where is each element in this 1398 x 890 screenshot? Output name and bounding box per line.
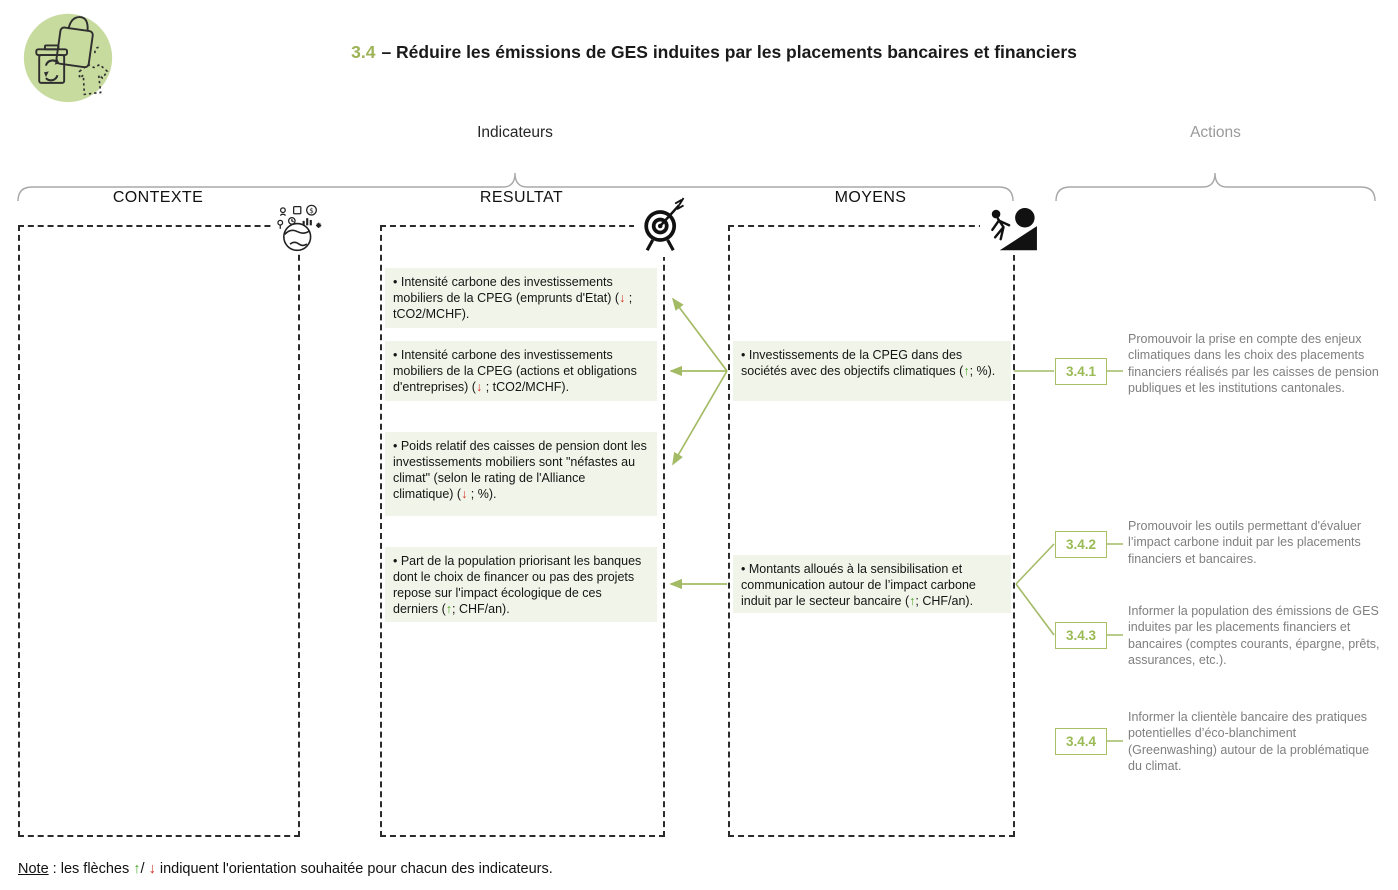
target-arrow-icon xyxy=(634,195,692,257)
indicator-carbone-emprunts-etat xyxy=(385,268,657,328)
indicator-unit: ; tCO2/MCHF). xyxy=(393,290,633,321)
section-header-actions: Actions xyxy=(1190,124,1241,141)
action-badge-3-4-1: 3.4.1 xyxy=(1055,358,1107,385)
action-text-3-4-3: Informer la population des émissions de GES induites par les placements financiers et bancaires (comptes courants, épargne, prêts, assurances, etc.). xyxy=(1128,604,1380,667)
indicator-text: • Part de la population priorisant les banques dont le choix de financer ou pas des projets repose sur l'impact écologique de ces derniers ( xyxy=(393,554,642,616)
indicator-carbone-actions-obligations xyxy=(385,341,657,401)
note-text-rest: indiquent l'orientation souhaitée pour chacun des indicateurs. xyxy=(155,861,553,877)
moyens-box xyxy=(728,225,1015,837)
connector-m2-to-342 xyxy=(1016,544,1054,584)
action-badge-3-4-3: 3.4.3 xyxy=(1055,622,1107,649)
note-label: Note xyxy=(18,861,49,877)
arrow-m1-to-i1 xyxy=(673,299,727,371)
indicator-unit: ; %). xyxy=(467,486,497,501)
connector-m2-to-343 xyxy=(1016,584,1054,635)
down-arrow-icon: ↓ xyxy=(475,379,483,394)
column-header-resultat: RESULTAT xyxy=(479,189,564,206)
moyen-text: • Investissements de la CPEG dans des sociétés avec des objectifs climatiques ( xyxy=(741,348,964,378)
indicator-text: • Poids relatif des caisses de pension dont les investissements mobiliers sont "néfastes au climat" (selon le rating de l'Alliance climatique) ( xyxy=(393,439,647,501)
down-arrow-icon: ↓ xyxy=(619,290,626,305)
action-badge-3-4-2: 3.4.2 xyxy=(1055,531,1107,558)
footnote xyxy=(18,861,553,877)
moyen-unit: ; CHF/an). xyxy=(915,593,974,608)
arrow-m1-to-i3 xyxy=(673,371,727,464)
indicator-unit: ; tCO2/MCHF). xyxy=(482,379,570,394)
up-arrow-icon: ↑ xyxy=(445,601,453,616)
moyen-text: • Montants alloués à la sensibilisation et communication autour de l’impact carbone induit par le secteur bancaire ( xyxy=(741,562,976,608)
title-number: 3.4 xyxy=(351,42,376,62)
indicator-poids-caisses-pension xyxy=(385,432,657,516)
up-arrow-icon: ↑ xyxy=(909,593,916,608)
moyen-unit: ; %). xyxy=(969,363,996,378)
action-text-3-4-1: Promouvoir la prise en compte des enjeux climatiques dans les choix des placements financiers réalisés par les caisses de pension publiques et les institutions cantonales. xyxy=(1128,332,1379,395)
action-text-3-4-4: Informer la clientèle bancaire des pratiques potentielles d’éco-blanchiment (Greenwashing) autour de la problématique du climat. xyxy=(1128,710,1370,773)
up-arrow-icon: ↑ xyxy=(963,363,970,378)
svg-text:$: $ xyxy=(309,205,314,215)
down-arrow-icon: ↓ xyxy=(148,861,156,877)
moyen-montants-sensibilisation xyxy=(733,555,1011,613)
actions-bracket xyxy=(1056,173,1375,201)
page-title xyxy=(30,42,1398,63)
indicator-unit: ; CHF/an). xyxy=(452,601,510,616)
up-arrow-icon: ↑ xyxy=(133,861,141,877)
indicator-text: • Intensité carbone des investissements mobiliers de la CPEG (actions et obligations d'entreprises) ( xyxy=(393,348,637,394)
down-arrow-icon: ↓ xyxy=(461,486,468,501)
indicator-text: • Intensité carbone des investissements mobiliers de la CPEG (emprunts d'Etat) ( xyxy=(393,275,620,305)
action-text-3-4-2: Promouvoir les outils permettant d'évaluer l’impact carbone induit par les placements financiers et bancaires. xyxy=(1128,519,1362,566)
section-header-indicateurs: Indicateurs xyxy=(477,124,553,141)
contexte-box xyxy=(18,225,300,837)
note-separator: / xyxy=(140,861,149,877)
moyen-investissements-cpeg xyxy=(733,341,1011,401)
note-text: : les flèches xyxy=(48,861,134,877)
global-context-icon xyxy=(272,203,326,253)
action-badge-3-4-4: 3.4.4 xyxy=(1055,728,1107,755)
column-header-contexte: CONTEXTE xyxy=(112,189,204,206)
column-header-moyens: MOYENS xyxy=(834,189,907,206)
person-pushing-boulder-icon xyxy=(980,201,1040,255)
indicator-part-population-banques xyxy=(385,547,657,622)
title-text: – Réduire les émissions de GES induites par les placements bancaires et financiers xyxy=(381,42,1077,62)
